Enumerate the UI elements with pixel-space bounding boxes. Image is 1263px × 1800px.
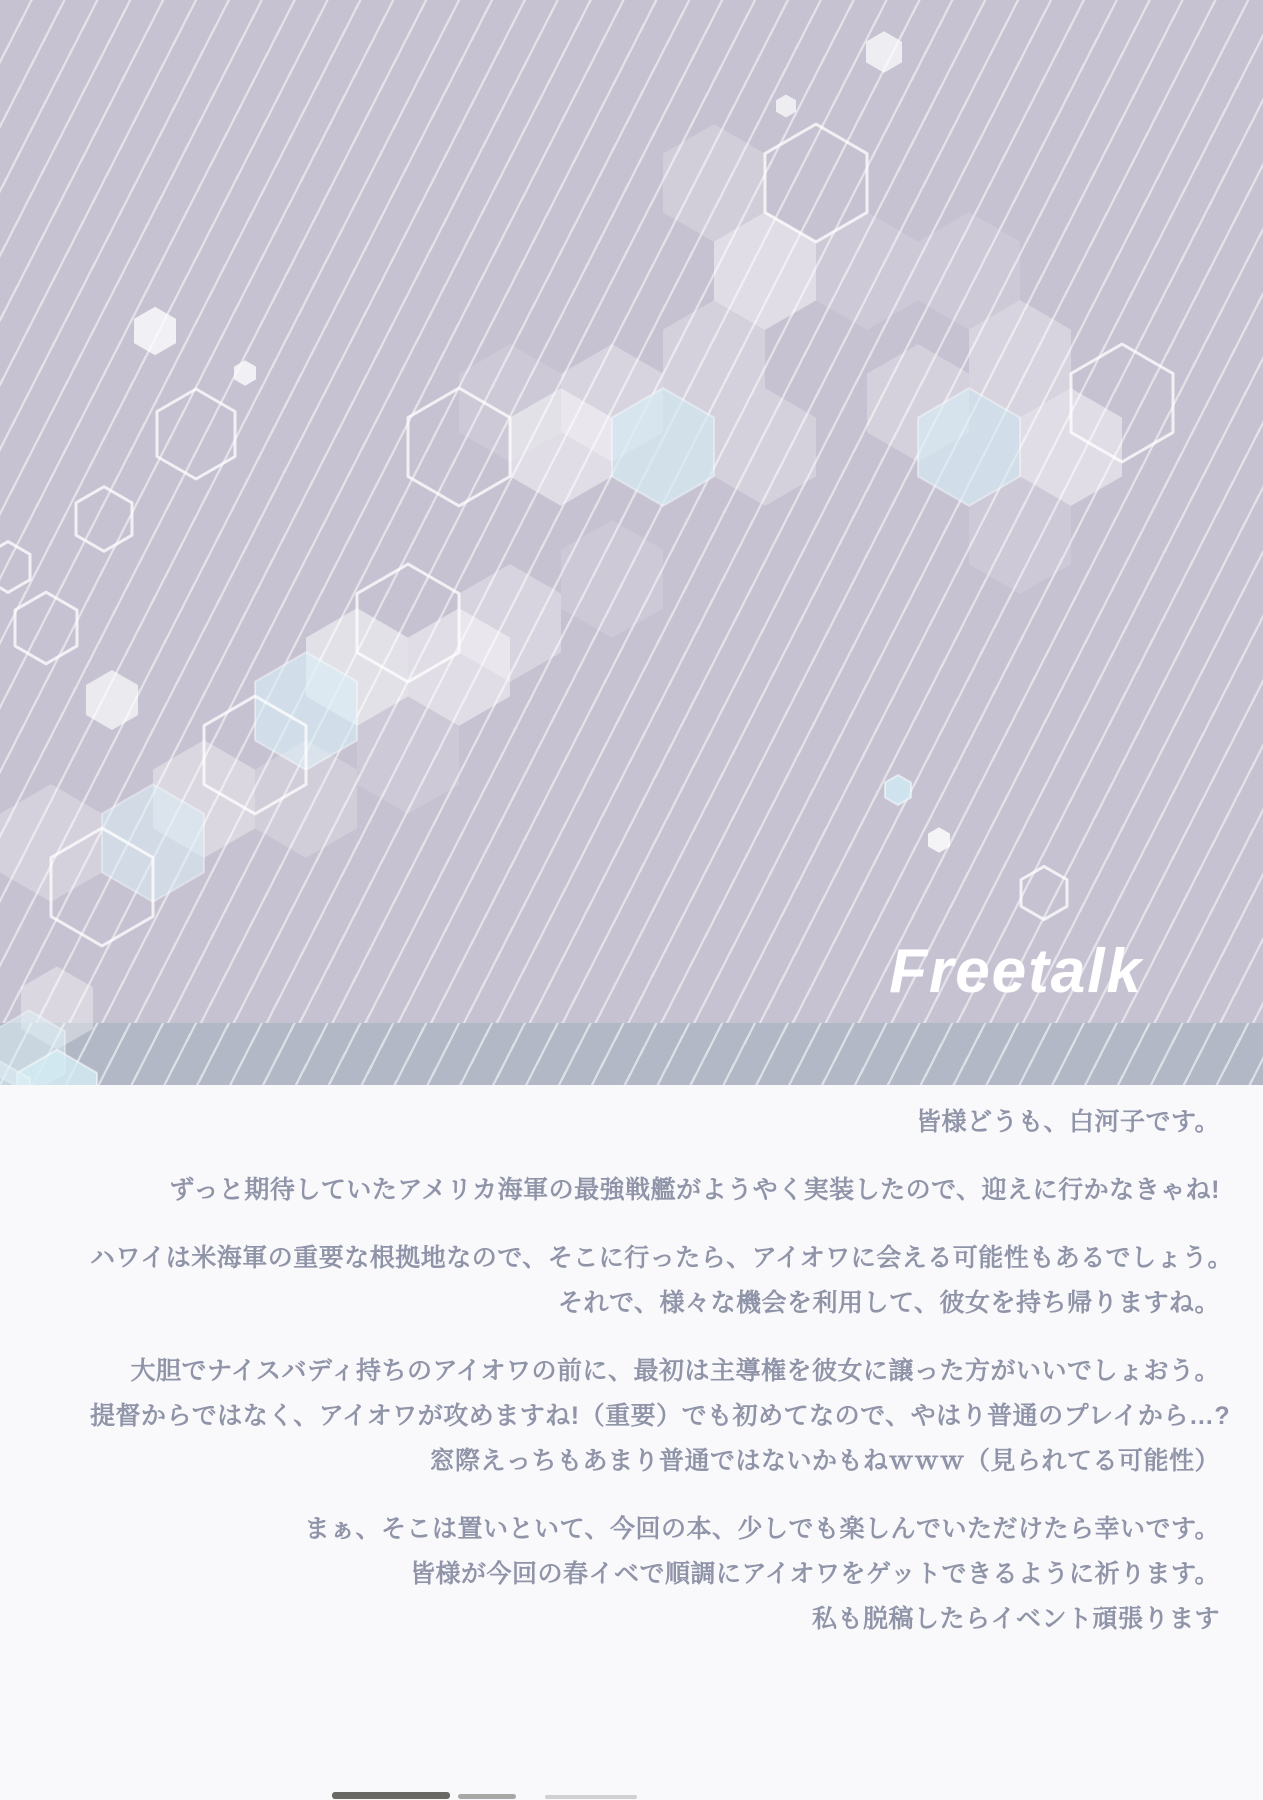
afterword-paragraph <box>90 1236 1234 1326</box>
afterword-text <box>90 1100 1234 1665</box>
afterword-line: ハワイは米海軍の重要な根拠地なので、そこに行ったら、アイオワに会える可能性もあるでしょう。 <box>90 1244 1234 1272</box>
divider-band <box>0 1023 1263 1085</box>
afterword-line: 私も脱稿したらイベント頑張ります <box>811 1605 1220 1633</box>
scan-artifact-smudge <box>332 1792 450 1799</box>
afterword-line: 窓際えっちもあまり普通ではないかもねｗｗｗ（見られてる可能性） <box>429 1447 1220 1475</box>
afterword-line: それで、様々な機会を利用して、彼女を持ち帰りますね。 <box>557 1289 1220 1317</box>
afterword-line: 皆様どうも、白河子です。 <box>915 1108 1220 1136</box>
scan-artifact-smudge <box>545 1795 637 1799</box>
afterword-paragraph <box>90 1168 1220 1213</box>
page-title: Freetalk <box>889 937 1143 1006</box>
afterword-line: まぁ、そこは置いといて、今回の本、少しでも楽しんでいただけたら幸いです。 <box>304 1515 1220 1543</box>
afterword-line: 提督からではなく、アイオワが攻めますね!（重要）でも初めてなので、やはり普通のプレイから…? <box>90 1402 1231 1430</box>
afterword-paragraph <box>90 1507 1220 1642</box>
afterword-line: 大胆でナイスバディ持ちのアイオワの前に、最初は主導権を彼女に譲った方がいいでしょおう。 <box>130 1357 1220 1385</box>
scan-artifact-smudge <box>458 1794 516 1799</box>
afterword-paragraph <box>90 1349 1231 1484</box>
afterword-paragraph <box>90 1100 1220 1145</box>
afterword-line: ずっと期待していたアメリカ海軍の最強戦艦がようやく実装したので、迎えに行かなきゃね! <box>169 1176 1220 1204</box>
afterword-line: 皆様が今回の春イベで順調にアイオワをゲットできるように祈ります。 <box>409 1560 1220 1588</box>
